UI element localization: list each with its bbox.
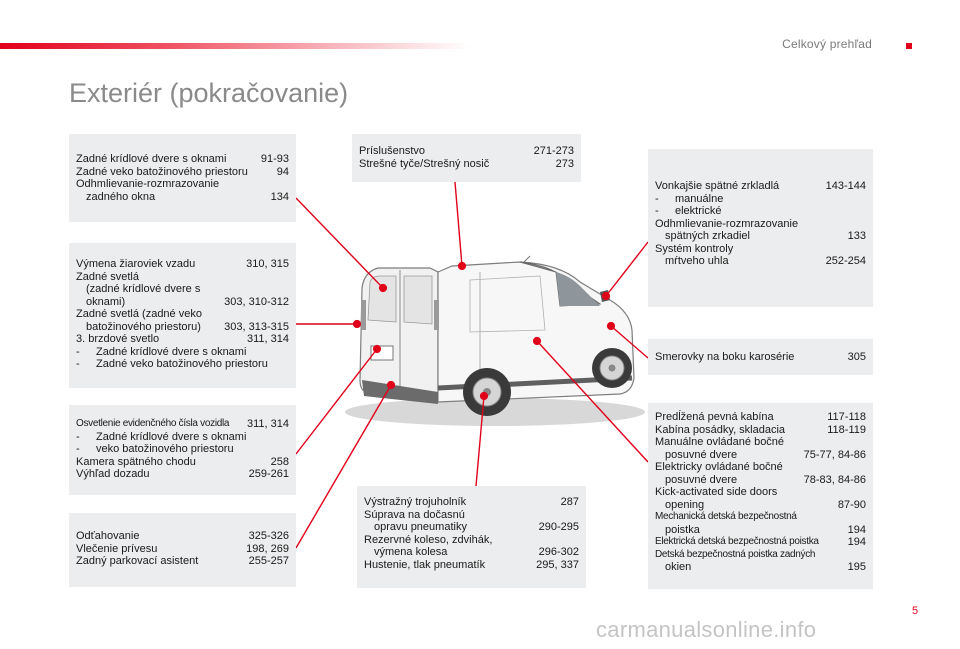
callout-dot-emergency [481,393,488,400]
entry: Odhmlievanie-rozmrazovanie [76,178,220,190]
entry: posuvné dvere 75-77, 84-86 [665,448,866,461]
entry: Hustenie, tlak pneumatík 295, 337 [364,558,579,571]
dash-bullet: - [76,358,80,370]
antenna [524,256,530,262]
box-cabin-doors [648,403,873,589]
entry: okien 195 [665,561,866,573]
front-wheel [592,348,632,388]
entry: Mechanická detská bezpečnostná [655,511,797,522]
entry: opravu pneumatiky 290-295 [374,521,579,533]
rear-light-left [361,300,366,330]
entry: Zadný parkovací asistent 255-257 [76,555,289,567]
callout-dot-indicators [608,323,615,330]
entry: spätných zrkadiel 133 [665,230,866,242]
box-lights [69,243,296,388]
entry: Elektricky ovládané bočné [655,461,783,473]
entry: Elektrická detská bezpečnostná poistka 194 [655,536,866,548]
callout-dot-cabin [534,338,541,345]
entry: Odťahovanie 325-326 [76,530,289,542]
entry: Smerovky na boku karosérie 305 [655,351,866,363]
entry: Strešné tyče/Strešný nosič 273 [359,157,574,170]
rear-light-right [434,300,439,330]
dash-bullet: - [76,443,80,455]
callout-accessories [455,182,462,266]
section-title: Celkový prehľad [782,37,872,51]
dash-bullet: - [76,430,80,443]
box-towing [69,513,296,587]
entry: mŕtveho uhla 252-254 [665,255,866,267]
entry: - elektrické [655,205,722,217]
rear-wheel [463,368,511,416]
box-indicators [648,339,873,375]
entry: Zadné svetlá (zadné veko [76,308,202,320]
box-accessories [352,134,581,182]
entry: Zadné krídlové dvere s oknami 91-93 [76,153,289,165]
entry: Systém kontroly [655,242,734,255]
rear-window-left [368,276,396,322]
entry: Detská bezpečnostná poistka zadných [655,548,816,560]
box-plate-camera [69,405,296,495]
entry: 3. brzdové svetlo 311, 314 [76,333,289,345]
entry: výmena kolesa 296-302 [374,546,579,558]
entry: batožinového priestoru) 303, 313-315 [86,320,289,333]
entry: Výmena žiaroviek vzadu 310, 315 [76,258,289,270]
box-emergency [357,486,586,588]
entry: poistka 194 [665,523,866,536]
box-rear-doors [69,134,296,222]
callout-dot-plate [374,346,381,353]
entry: Kabína posádky, skladacia 118-119 [655,423,866,436]
entry: Súprava na dočasnú [364,508,465,521]
entry: - Zadné krídlové dvere s oknami [76,430,247,443]
entry: Predĺžená pevná kabína 117-118 [655,411,866,423]
callout-dot-accessories [459,263,466,270]
entry: Výstražný trojuholník 287 [364,496,579,508]
entry: zadného okna 134 [86,190,289,203]
entry: Zadné veko batožinového priestoru 94 [76,165,289,178]
dash-bullet: - [655,192,659,205]
entry: opening 87-90 [665,498,866,511]
entry: posuvné dvere 78-83, 84-86 [665,473,866,486]
entry: Odhmlievanie-rozmrazovanie [655,217,799,230]
dash-bullet: - [76,345,80,358]
entry: Príslušenstvo 271-273 [359,145,574,157]
entry: Rezervné koleso, zdvihák, [364,533,493,546]
entry: Vlečenie prívesu 198, 269 [76,542,289,555]
page-title: Exteriér (pokračovanie) [69,78,349,108]
callout-dot-lights [354,321,361,328]
entry: Zadné svetlá [76,270,139,283]
box-mirrors [648,149,873,307]
callout-dot-towing [388,382,395,389]
entry: Kamera spätného chodu 258 [76,455,289,468]
entry: Osvetlenie evidenčného čísla vozidla 311, 314 [76,418,289,430]
entry: - veko batožinového priestoru [76,443,234,455]
entry: - manuálne [655,192,724,205]
callout-dot-rear-doors [380,285,387,292]
entry: (zadné krídlové dvere s [86,283,201,295]
watermark: carmanualsonline.info [596,617,817,642]
entry: Manuálne ovládané bočné [655,436,785,448]
entry: Výhľad dozadu 259-261 [76,468,289,480]
callout-rear-doors [296,198,383,288]
entry: - Zadné veko batožinového priestoru [76,358,268,370]
callout-dot-mirrors [603,293,610,300]
entry: Kick-activated side doors [655,486,778,498]
dash-bullet: - [655,205,659,217]
rear-window-right [404,276,432,324]
page-number: 5 [912,605,919,617]
entry: - Zadné krídlové dvere s oknami [76,345,247,358]
entry: oknami) 303, 310-312 [86,295,289,308]
callout-mirrors [606,242,648,296]
entry: Vonkajšie spätné zrkladlá 143-144 [655,180,866,192]
callout-plate [296,349,377,454]
van-side-window [556,272,600,306]
